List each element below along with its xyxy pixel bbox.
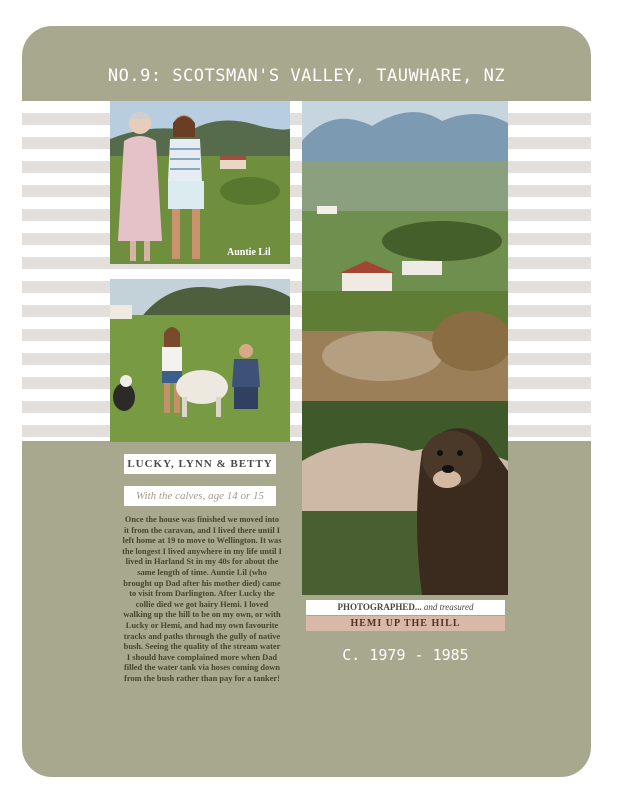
photographed-bold: PHOTOGRAPHED...: [337, 602, 422, 612]
scrapbook-card: [22, 26, 591, 777]
calves-caption: With the calves, age 14 or 15: [124, 486, 276, 506]
photographed-italic: and treasured: [423, 602, 474, 612]
photo-caption-auntie-lil: Auntie Lil: [227, 247, 271, 258]
photo-auntie-lil: [110, 101, 290, 264]
photo-hemi-up-the-hill: [302, 101, 508, 595]
hemi-label: HEMI UP THE HILL: [306, 616, 505, 631]
names-label: LUCKY, LYNN & BETTY: [124, 454, 276, 474]
photo-with-calves: [110, 279, 290, 442]
page-title: NO.9: SCOTSMAN'S VALLEY, TAUWHARE, NZ: [107, 66, 506, 86]
story-text: Once the house was finished we moved into it from the caravan, and I lived there until I left home at 19 to move to Wellington. It was the longest I lived anywhere in my life until I lived in Harland St in my 40s for about the same length of time. Auntie Lil (who brought up Dad after his mother died) came to visit from Darlington. After Lucky the collie died we got hairy Hemi. I loved walking up the hill to be on my own, or with Lucky or Hemi, and had my own favourite tracks and paths through the gully of native bush. Seeing the quality of the stream water I should have complained more when Dad filled the water tank via hoses coming down from the bush rather than pay for a tanker!: [122, 515, 282, 683]
date-range: C. 1979 - 1985: [342, 646, 469, 664]
photographed-label: [306, 600, 505, 615]
